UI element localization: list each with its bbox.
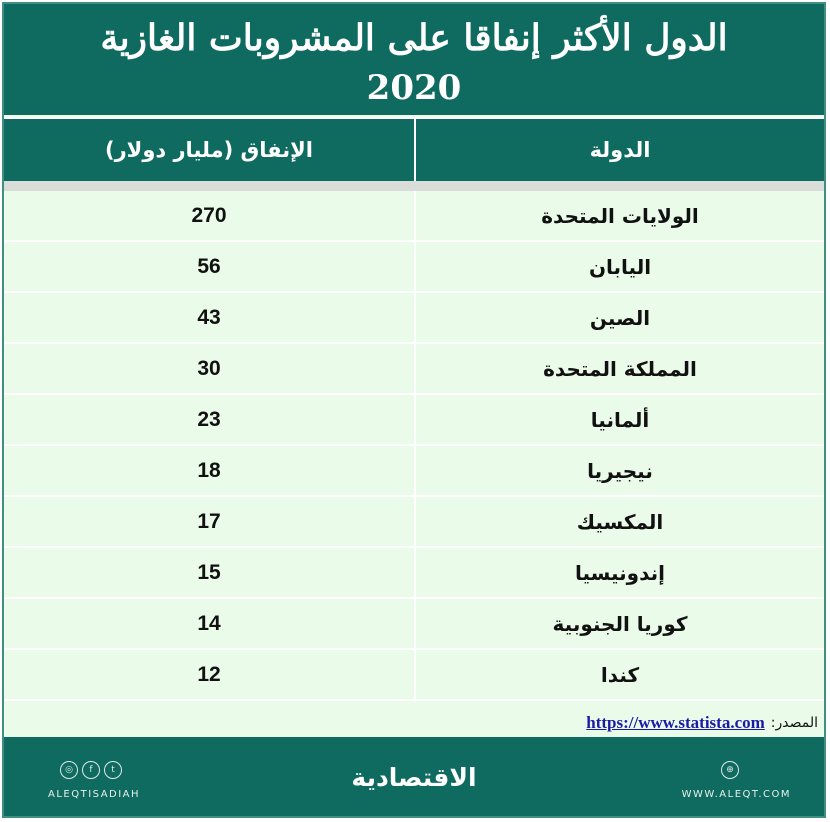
table-header [4,117,824,181]
country-cell: المكسيك [576,509,664,534]
country-cell: نيجيريا [587,458,653,483]
header-divider [4,181,824,191]
source-line [4,709,824,737]
value-cell: 12 [4,650,416,699]
country-cell: المملكة المتحدة [543,356,697,381]
page-title: الدول الأكثر إنفاقا على المشروبات الغازية [100,17,728,59]
country-cell: كندا [600,662,640,687]
twitter-icon[interactable]: t [104,761,122,779]
table-row [4,395,824,446]
globe-icon: ⊕ [721,761,739,779]
title-year: 2020 [366,68,462,108]
table-row [4,344,824,395]
value-cell: 43 [4,293,416,342]
table-body [4,191,824,701]
source-label: المصدر: [770,715,818,731]
table-row [4,446,824,497]
column-header-country: الدولة [589,138,651,162]
social-handle: ALEQTISADIAH [48,789,141,800]
column-header-spend: الإنفاق (مليار دولار) [4,119,416,181]
table-row [4,191,824,242]
value-cell: 270 [4,191,416,240]
country-cell: الصين [589,305,651,330]
table-row [4,650,824,701]
table-row [4,599,824,650]
title-banner [4,4,824,115]
value-cell: 17 [4,497,416,546]
value-cell: 56 [4,242,416,291]
country-cell: الولايات المتحدة [541,203,699,228]
infographic-frame [2,2,826,818]
facebook-icon[interactable]: f [82,761,100,779]
country-cell: كوريا الجنوبية [552,611,688,636]
country-cell: اليابان [588,254,652,279]
value-cell: 30 [4,344,416,393]
footer [4,737,824,816]
value-cell: 18 [4,446,416,495]
value-cell: 14 [4,599,416,648]
table-row [4,548,824,599]
instagram-icon[interactable]: ◎ [60,761,78,779]
value-cell: 15 [4,548,416,597]
source-link[interactable]: https://www.statista.com [586,713,765,732]
table-row [4,242,824,293]
table-row [4,497,824,548]
table-row [4,293,824,344]
country-cell: إندونيسيا [574,560,666,585]
value-cell: 23 [4,395,416,444]
brand-logo: الاقتصادية [351,763,477,792]
country-cell: ألمانيا [590,407,650,432]
website-url[interactable]: WWW.ALEQT.COM [681,789,791,800]
